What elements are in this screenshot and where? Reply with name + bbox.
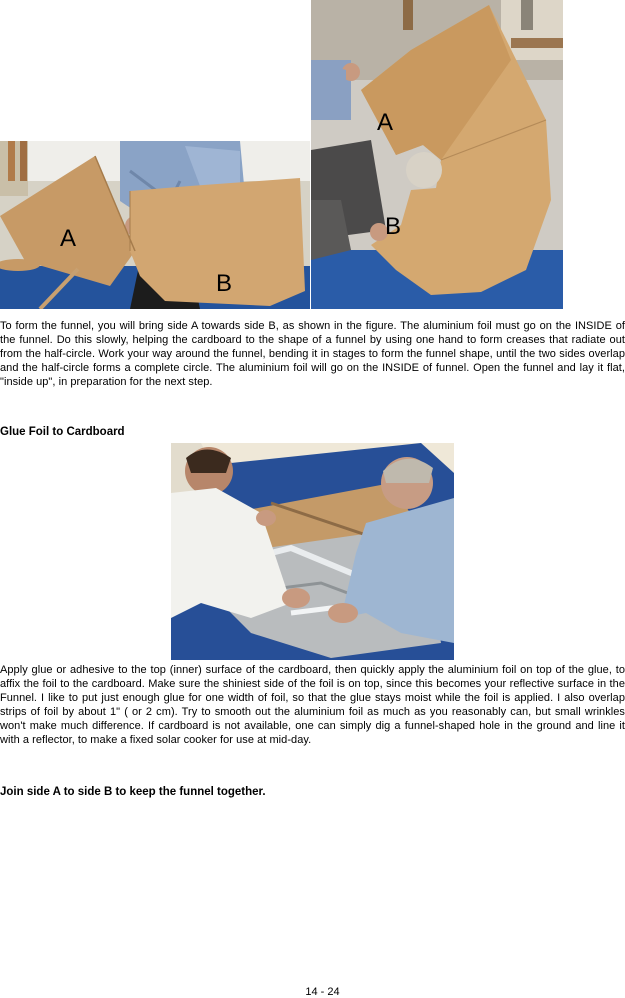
photo-applying-foil	[171, 443, 454, 660]
paragraph-glue-instructions: Apply glue or adhesive to the top (inner) surface of the cardboard, then quickly apply the aluminium foil on top of the glue, to affix the foil to the cardboard. Make sure the shiniest side of the foil is on top, since this becomes your reflective surface in the Funnel. I like to put just enough glue for one width of foil, so that the glue stays moist while the foil is applied. I also overlap strips of foil by about 1" ( or 2 cm). Try to smooth out the aluminium foil as much as you reasonably can, but small wrinkles won't make much difference. If cardboard is not available, one can simply dig a funnel-shaped hole in the ground and line it with a reflector, to make a fixed solar cooker for use at mid-day.	[0, 664, 625, 747]
heading-join-sides: Join side A to side B to keep the funnel together.	[0, 786, 266, 798]
photo-funnel-forming	[311, 0, 563, 309]
label-b: B	[385, 213, 402, 240]
label-a: A	[377, 109, 394, 136]
heading-glue-foil: Glue Foil to Cardboard	[0, 426, 125, 438]
page-number: 14 - 24	[305, 986, 340, 998]
paragraph-funnel-instructions: To form the funnel, you will bring side A towards side B, as shown in the figure. The aluminium foil must go on the INSIDE of the funnel. Do this slowly, helping the cardboard to the shape of a funnel by using one hand to form creases that radiate out from the half-circle. Work your way around the funnel, bending it in stages to form the funnel shape, until the two sides overlap and the half-circle forms a complete circle. The aluminium foil will go on the INSIDE of funnel. Open the funnel and lay it flat, "inside up", in preparation for the next step.	[0, 320, 625, 389]
label-b: B	[216, 270, 233, 297]
label-a: A	[60, 225, 77, 252]
photo-flat-cardboard	[0, 141, 310, 309]
